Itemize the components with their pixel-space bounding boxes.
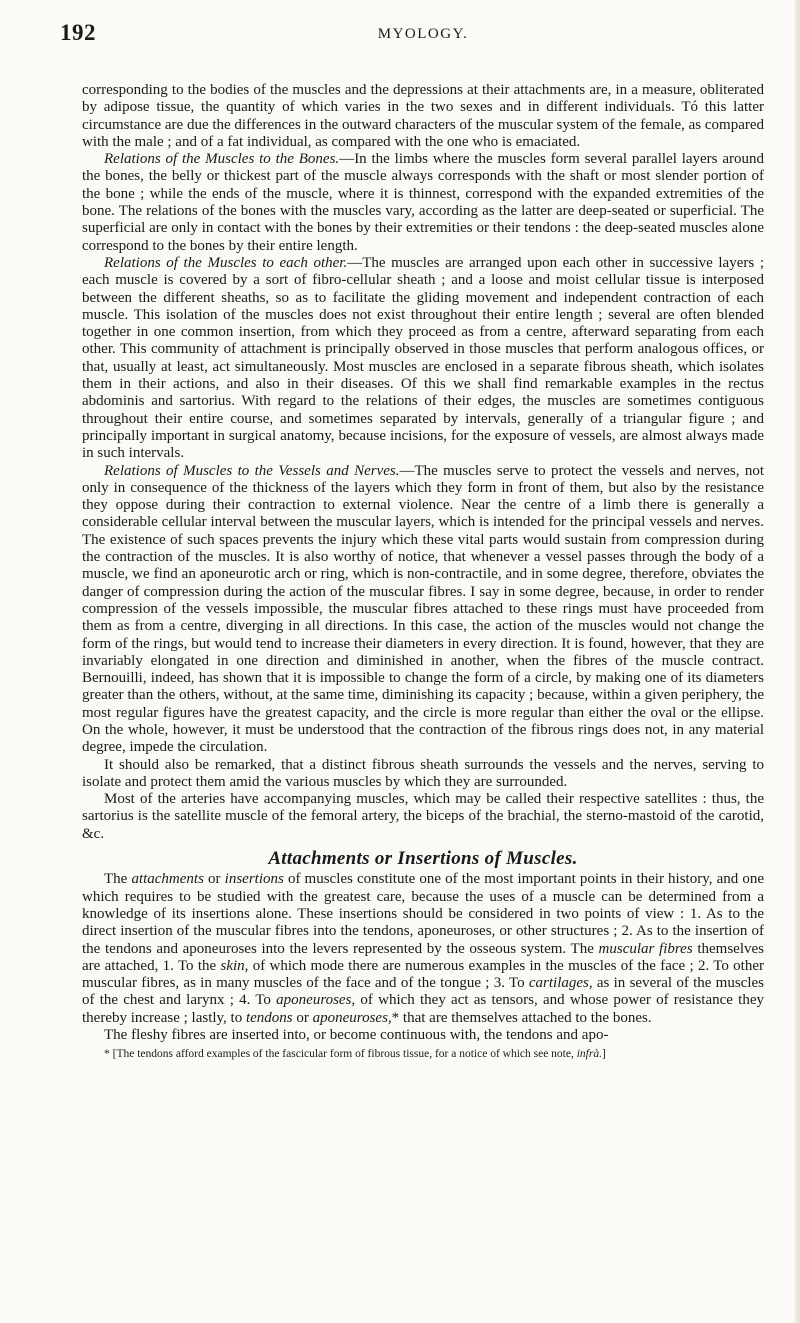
footnote-end: ] — [601, 1048, 606, 1061]
footnote — [82, 1047, 764, 1061]
paragraph-fleshy-fibres: The fleshy fibres are inserted into, or become continuous with, the tendons and apo- — [104, 1027, 609, 1044]
italic-term: cartilages, — [528, 975, 593, 992]
paragraph-satellites: Most of the arteries have accompanying muscles, which may be called their respective satellites : thus, the sartorius is the satellite muscle of the femoral artery, the biceps of the brachial, the sterno-mastoid of the carotid, &c. — [82, 791, 764, 842]
paragraph-fibrous-sheath: It should also be remarked, that a distinct fibrous sheath surrounds the vessels and the nerves, serving to isolate and protect them amid the various muscles by which they are surrounded. — [82, 756, 764, 790]
italic-term: skin, — [220, 957, 249, 974]
italic-term: insertions — [224, 871, 284, 888]
italic-term: muscular fibres — [598, 940, 693, 957]
text-run: The — [104, 871, 132, 888]
page-edge-shadow — [794, 0, 800, 1323]
footnote-italic: infrà. — [576, 1048, 602, 1061]
paragraph-relations-to-bones — [82, 151, 764, 255]
text-run: or — [292, 1009, 313, 1026]
paragraph-relations-to-each-other — [82, 255, 764, 463]
page-number: 192 — [60, 20, 96, 45]
paragraph-lead: Relations of Muscles to the Vessels and Nerves. — [104, 462, 400, 479]
italic-term: tendons — [245, 1009, 293, 1026]
running-head: MYOLOGY. — [377, 26, 469, 42]
paragraph-text: —In the limbs where the muscles form several parallel layers around the bones, the belly or thickest part of the muscle always corresponds with the shaft or most slender portion of the bone ; while the ends of the muscle, where it is thinnest, correspond with the expanded extremities of the bone. The relations of the bones with the muscles vary, according as the latter are deep-seated or superficial. The superficial are only in contact with the bones by their extremities or their tendons : the deep-seated muscles alone correspond to the bones by their entire length. — [82, 151, 764, 254]
text-run: of muscles constitute one of the most important points in their history, and one which requires to be studied with the greatest care, because the uses of a muscle can be determined from a knowledge of its insertions alone. These insertions should be considered in two points of view : 1. As to the direct insertion of the muscular fibres into the tendons, aponeuroses, or other structures ; 2. As to the insertion of the tendons and aponeuroses into the levers represented by the osseous system. The — [82, 871, 765, 957]
body-text — [82, 82, 764, 1061]
text-run: as in several of the muscles of the chest and larynx ; 4. To — [82, 975, 765, 1009]
paragraph-lead: Relations of the Muscles to each other. — [104, 254, 348, 271]
paragraph-attachments — [82, 871, 764, 1027]
text-run: of which mode there are numerous examples in the muscles of the face ; 2. To other muscular fibres, as in many muscles of the face and of the tongue ; 3. To — [82, 957, 764, 992]
text-run: themselves are attached, 1. To the — [82, 940, 764, 974]
italic-term: aponeuroses, — [312, 1009, 392, 1026]
text-run: of which they act as tensors, and whose power of resistance they thereby increase ; lastly, to — [82, 992, 764, 1026]
text-run: * that are themselves attached to the bones. — [391, 1009, 652, 1026]
italic-term: aponeuroses, — [276, 992, 356, 1009]
paragraph-relations-to-vessels — [82, 463, 764, 757]
text-run: or — [203, 871, 225, 888]
page-header — [60, 20, 764, 56]
paragraph-continuation: corresponding to the bodies of the muscles and the depressions at their attachments are, in a measure, obliterated by adipose tissue, the quantity of which varies in the two sexes and in different individuals. Tó this latter circumstance are due the differences in the outward characters of the muscular system of the female, as compared with the male ; and of a fat individual, as compared with the one who is emaciated. — [82, 82, 764, 150]
paragraph-text: —The muscles serve to protect the vessels and nerves, not only in consequence of the thickness of the layers which they form in front of them, but also by the resistance they oppose during their contraction to external violence. Near the centre of a limb there is generally a considerable cellular interval between the muscular layers, which is intended for the principal vessels and nerves. The existence of such spaces prevents the injury which these vital parts would sustain from compression during the contraction of the muscles. It is also worthy of notice, that whenever a vessel passes through the body of a muscle, we find an aponeurotic arch or ring, which is non-contractile, and in some degree, therefore, obviates the danger of compression during the action of the muscular fibres. I say in some degree, because, in order to render compression of the vessels impossible, the muscular fibres attached to these rings must have proceeded from them as from a centre, diverging in all directions. In this case, the action of the muscles would not change the form of the rings, but would tend to increase their diameters in every direction. It is found, however, that they are invariably elongated in one direction and diminished in another, when the fibres of the muscle contract. Bernouilli, indeed, has shown that it is impossible to change the form of a circle, by making one of its diameters greater than the others, without, at the same time, diminishing its capacity ; because, within a given periphery, the most regular figures have the greatest capacity, and the circle is more regular than either the oval or the ellipse. On the whole, however, it must be understood that the contraction of the fibrous rings does not, in any material degree, impede the circulation. — [82, 462, 764, 756]
footnote-text: * [The tendons afford examples of the fascicular form of fibrous tissue, for a notice of which see note, — [104, 1048, 577, 1061]
italic-term: attachments — [131, 871, 204, 888]
book-page — [60, 20, 765, 1061]
paragraph-text: —The muscles are arranged upon each other in successive layers ; each muscle is covered by a sort of fibro-cellular sheath ; and a loose and moist cellular tissue is interposed between the different sheaths, so as to facilitate the gliding movement and independent contraction of each muscle. This isolation of the muscles does not exist throughout their entire length ; several are often blended together in one common insertion, from which they proceed as from a centre, afterward separating from each other. This community of attachment is principally observed in those muscles that perform analogous offices, or that, usually at least, act simultaneously. Most muscles are enclosed in a separate fibrous sheath, which isolates them in their actions, and also in their diseases. Of this we shall find remarkable examples in the rectus abdominis and sartorius. With regard to the relations of their edges, the muscles are sometimes contiguous throughout their entire course, and sometimes separated by intervals, generally of a triangular figure ; and principally important in surgical anatomy, because incisions, for the exposure of vessels, are almost always made in such intervals. — [82, 254, 764, 462]
section-heading: Attachments or Insertions of Muscles. — [268, 848, 578, 870]
paragraph-lead: Relations of the Muscles to the Bones. — [104, 151, 340, 168]
